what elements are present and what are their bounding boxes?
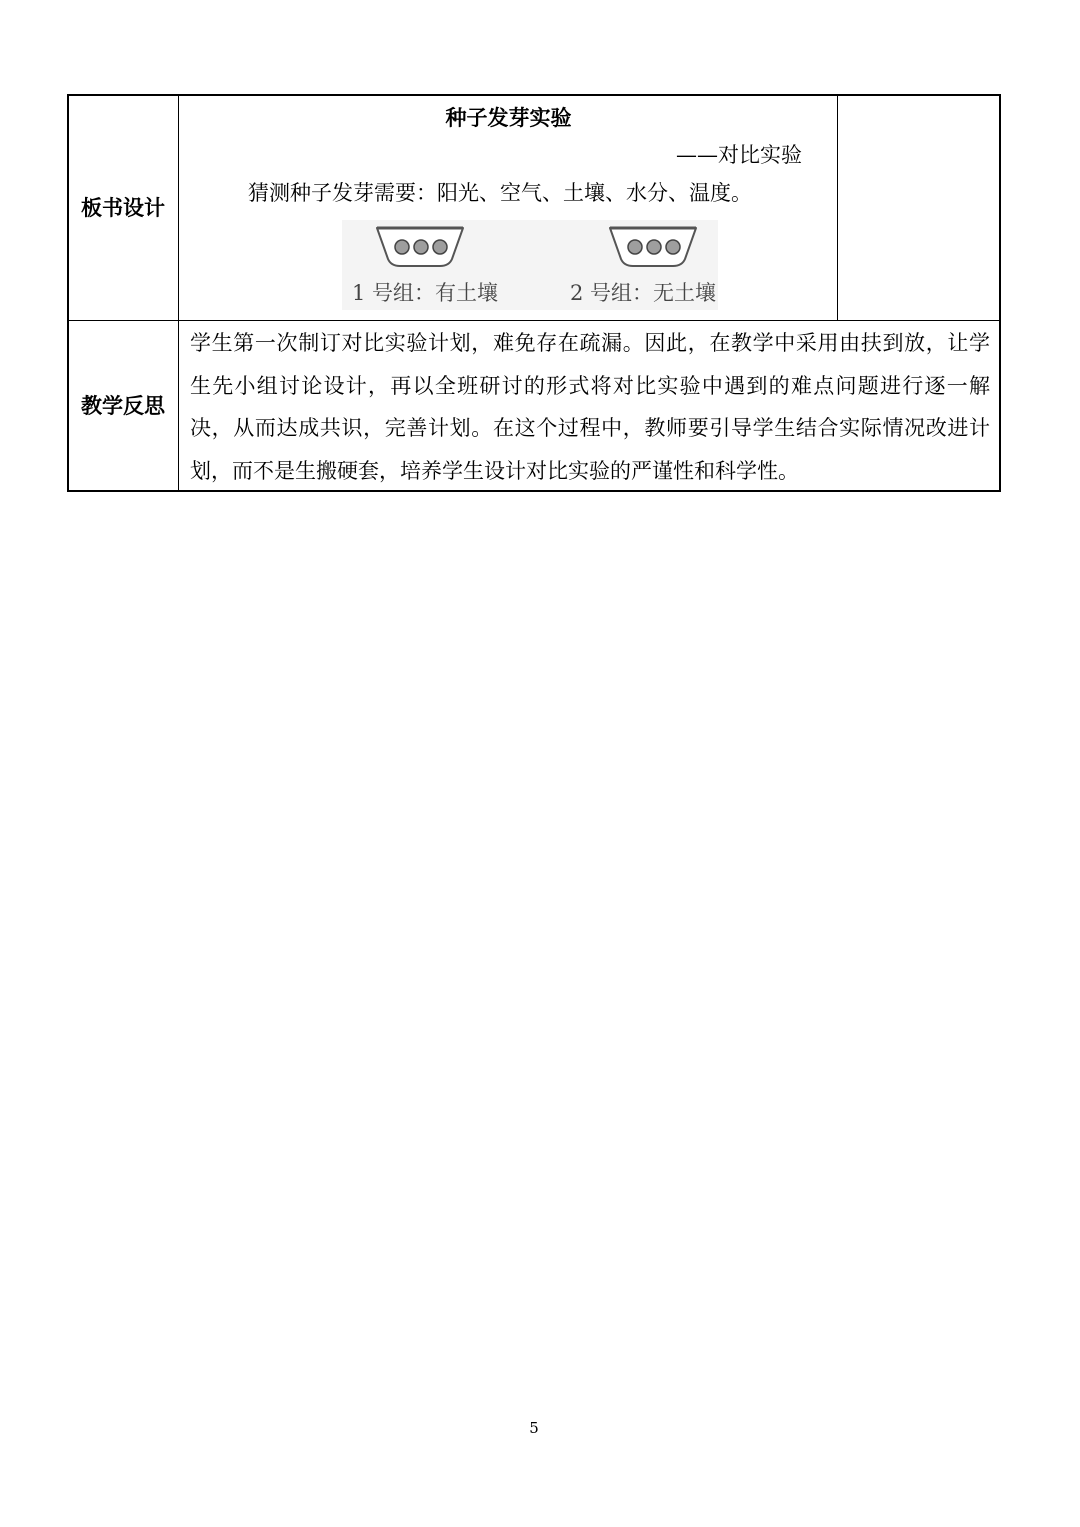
seed-icon <box>666 240 680 254</box>
seed-icon <box>647 240 661 254</box>
seed-icon <box>395 240 409 254</box>
seed-icon <box>414 240 428 254</box>
group-2-label: 2 号组：无土壤 <box>570 281 717 305</box>
reflection-line: 划，而不是生搬硬套，培养学生设计对比实验的严谨性和科学性。 <box>190 458 799 483</box>
page-number: 5 <box>529 1419 539 1437</box>
board-design-label: 板书设计 <box>81 195 165 220</box>
reflection-paragraph <box>190 322 990 492</box>
seed-icon <box>628 240 642 254</box>
dish-group-1 <box>377 228 463 266</box>
seed-icon <box>433 240 447 254</box>
reflection-label: 教学反思 <box>81 393 165 418</box>
dish-group-2 <box>610 228 696 266</box>
reflection-line: 生先小组讨论设计，再以全班研讨的形式将对比实验中遇到的难点问题进行逐一解 <box>190 373 990 398</box>
seed-experiment-figure <box>342 220 718 310</box>
reflection-line: 学生第一次制订对比实验计划，难免存在疏漏。因此，在教学中采用由扶到放，让学 <box>190 331 990 355</box>
board-title: 种子发芽实验 <box>445 105 572 130</box>
reflection-line: 决，从而达成共识，完善计划。在这个过程中，教师要引导学生结合实际情况改进计 <box>190 416 990 440</box>
board-guess-text: 猜测种子发芽需要：阳光、空气、土壤、水分、温度。 <box>248 181 752 205</box>
empty-cell <box>838 94 1001 321</box>
board-subtitle: ——对比实验 <box>676 143 802 167</box>
seed-experiment-illustration <box>342 220 718 310</box>
group-1-label: 1 号组：有土壤 <box>352 281 499 305</box>
